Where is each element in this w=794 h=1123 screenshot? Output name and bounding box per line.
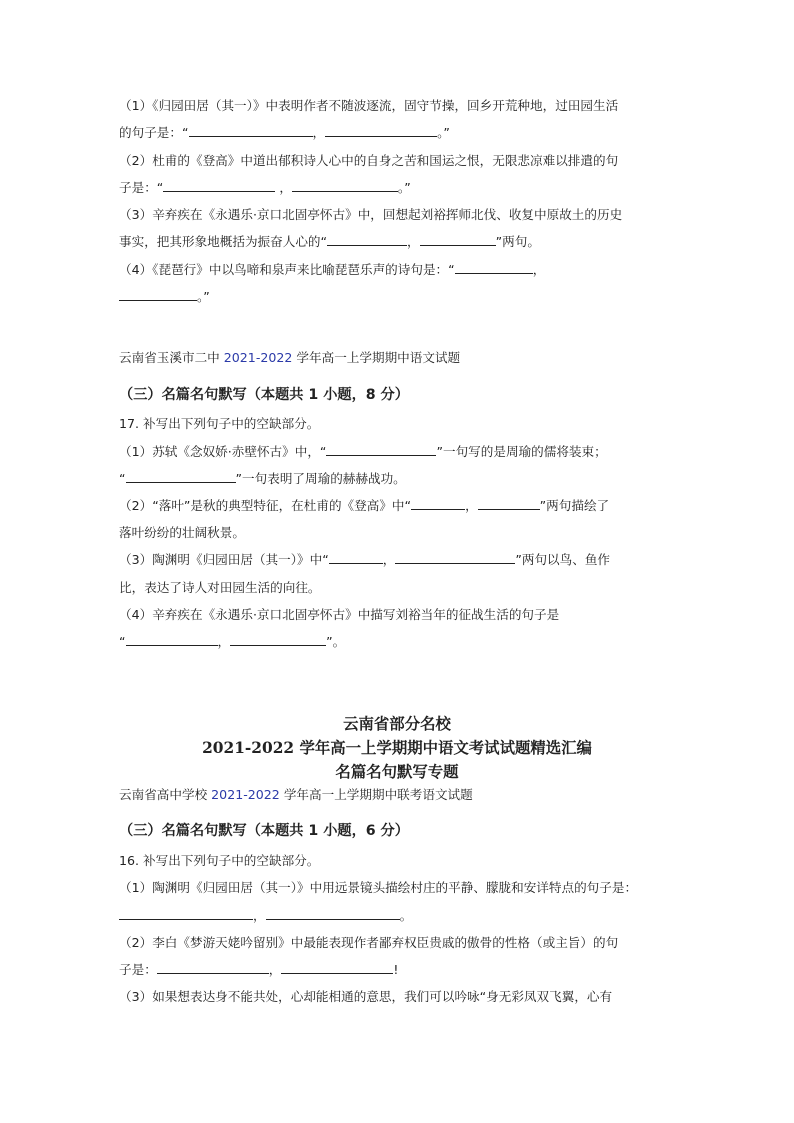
answer-blank[interactable] <box>119 906 253 920</box>
answer-blank[interactable] <box>395 550 515 564</box>
answer-blank[interactable] <box>327 232 407 246</box>
answer-blank[interactable] <box>163 178 275 192</box>
b2-q3-line2: 比，表达了诗人对田园生活的向往。 <box>119 580 321 595</box>
b2-q4-line2: “ ， ”。 <box>119 634 346 649</box>
b3-q1-line2: ， 。 <box>119 906 679 926</box>
answer-blank[interactable] <box>326 442 436 456</box>
b2-q1-line2: “ ”一句表明了周瑜的赫赫战功。 <box>119 471 406 486</box>
document-subtitle: 2021-2022 学年高一上学期期中语文考试试题精选汇编 <box>202 739 592 757</box>
b3-source: 云南省高中学校 2021-2022 学年高一上学期期中联考语文试题 <box>119 787 473 802</box>
b2-q1-line1: （1）苏轼《念奴娇·赤壁怀古》中，“ ”一句写的是周瑜的儒将装束； <box>119 444 607 459</box>
answer-blank[interactable] <box>266 906 400 920</box>
b1-q4-line1: （4）《琵琶行》中以鸟啼和泉声来比喻琵琶乐声的诗句是：“ ， <box>119 262 546 277</box>
b1-q3-line2: 事实，把其形象地概括为振奋人心的“ ， ”两句。 <box>119 234 540 249</box>
b3-intro: 16. 补写出下列句子中的空缺部分。 <box>119 853 320 868</box>
answer-blank[interactable] <box>126 469 236 483</box>
b2-intro: 17. 补写出下列句子中的空缺部分。 <box>119 416 320 431</box>
b2-q3-line1: （3）陶渊明《归园田居（其一）》中“ ， ”两句以鸟、鱼作 <box>119 552 611 567</box>
answer-blank[interactable] <box>157 960 269 974</box>
b3-q2-line2: 子是： ， ! <box>119 962 399 977</box>
b1-q2-line1: （2）杜甫的《登高》中道出郁积诗人心中的自身之苦和国运之恨，无限悲凉难以排遣的句 <box>119 153 619 168</box>
answer-blank[interactable] <box>189 123 313 137</box>
answer-blank[interactable] <box>281 960 393 974</box>
answer-blank[interactable] <box>119 287 197 301</box>
b3-q2-line1: （2）李白《梦游天姥吟留别》中最能表现作者鄙弃权臣贵戚的傲骨的性格（或主旨）的句 <box>119 935 619 950</box>
answer-blank[interactable] <box>420 232 496 246</box>
b2-q2-line1: （2）“落叶”是秋的典型特征，在杜甫的《登高》中“ ， ”两句描绘了 <box>119 498 610 513</box>
answer-blank[interactable] <box>329 550 383 564</box>
b1-q2-line2: 子是：“ ， 。” <box>119 180 411 195</box>
answer-blank[interactable] <box>478 496 540 510</box>
answer-blank[interactable] <box>455 260 533 274</box>
b2-q4-line1: （4）辛弃疾在《永遇乐·京口北固亭怀古》中描写刘裕当年的征战生活的句子是 <box>119 607 560 622</box>
answer-blank[interactable] <box>230 632 326 646</box>
b2-q2-line2: 落叶纷纷的壮阔秋景。 <box>119 525 245 540</box>
b1-q4-line2: 。” <box>119 287 679 307</box>
b1-q1-line2: 的句子是：“ ， 。” <box>119 125 450 140</box>
answer-blank[interactable] <box>126 632 218 646</box>
b3-section-heading: （三）名篇名句默写（本题共 1 小题，6 分） <box>119 823 409 839</box>
b2-section-heading: （三）名篇名句默写（本题共 1 小题，8 分） <box>119 387 409 403</box>
answer-blank[interactable] <box>292 178 398 192</box>
document-topic: 名篇名句默写专题 <box>335 763 459 781</box>
answer-blank[interactable] <box>325 123 437 137</box>
b1-q1-line1: （1）《归园田居（其一）》中表明作者不随波逐流，固守节操，回乡开荒种地，过田园生活 <box>119 98 619 113</box>
answer-blank[interactable] <box>411 496 465 510</box>
b1-q3-line1: （3）辛弃疾在《永遇乐·京口北固亭怀古》中，回想起刘裕挥师北伐、收复中原故土的历史 <box>119 207 623 222</box>
b3-q1-line1: （1）陶渊明《归园田居（其一）》中用远景镜头描绘村庄的平静、朦胧和安详特点的句子是： <box>119 880 638 895</box>
b3-q3-line1: （3）如果想表达身不能共处，心却能相通的意思，我们可以吟咏“身无彩凤双飞翼，心有 <box>119 989 613 1004</box>
document-title: 云南省部分名校 <box>343 715 451 733</box>
b2-source: 云南省玉溪市二中 2021-2022 学年高一上学期期中语文试题 <box>119 350 461 365</box>
